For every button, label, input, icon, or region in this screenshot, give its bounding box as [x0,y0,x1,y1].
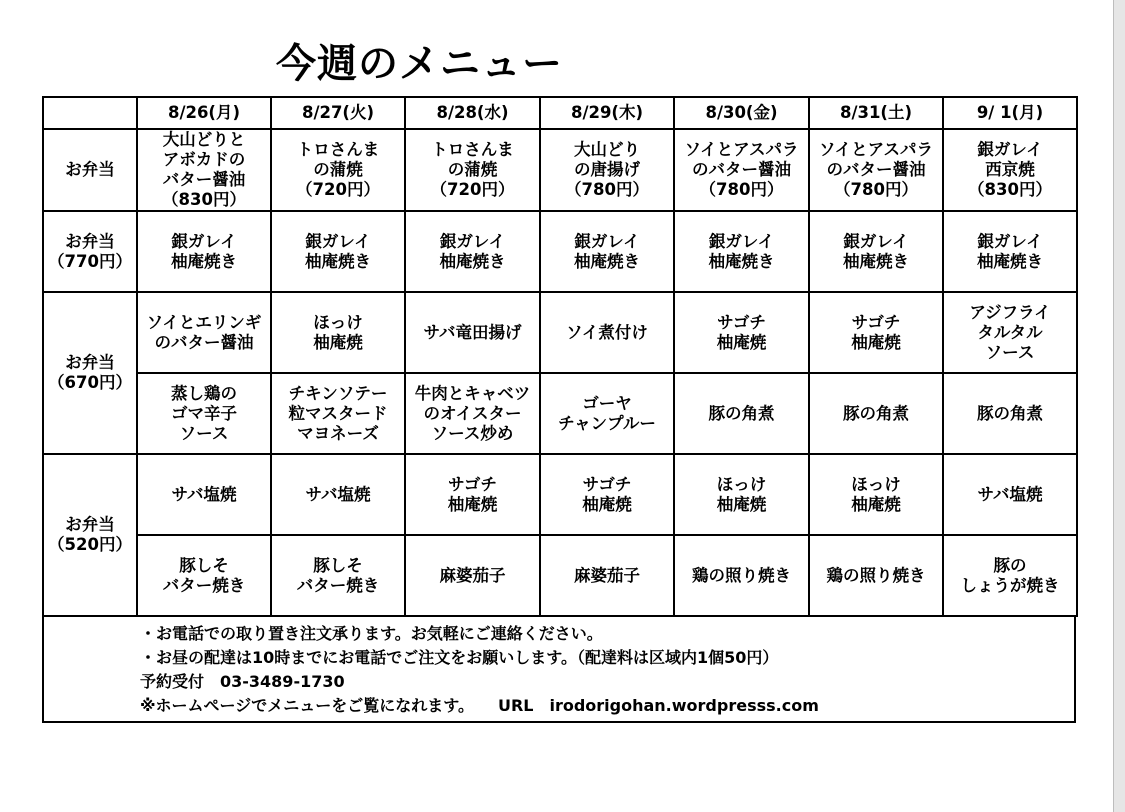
menu-cell: 豚しそ バター焼き [271,535,405,616]
menu-cell: サゴチ 柚庵焼 [674,292,809,373]
day-header: 9/ 1(月) [943,97,1077,129]
table-row [43,454,1077,535]
menu-cell: 豚の角煮 [809,373,943,454]
note-delivery: ・お昼の配達は10時までにお電話でご注文をお願いします。（配達料は区域内1個50円） [140,648,779,667]
weekly-menu-table [42,96,1078,617]
table-row [43,211,1077,292]
menu-cell: ゴーヤ チャンプルー [540,373,674,454]
page-title: 今週のメニュー [276,41,563,87]
menu-cell: サゴチ 柚庵焼 [405,454,540,535]
menu-cell: 麻婆茄子 [540,535,674,616]
menu-cell: 鶏の照り焼き [674,535,809,616]
menu-cell: 銀ガレイ 柚庵焼き [943,211,1077,292]
menu-cell: 銀ガレイ 西京焼 （830円） [943,129,1077,211]
row-label: お弁当 （670円） [43,292,137,454]
row-label: お弁当 （520円） [43,454,137,616]
menu-cell: ほっけ 柚庵焼 [674,454,809,535]
menu-cell: 蒸し鶏の ゴマ辛子 ソース [137,373,271,454]
day-header: 8/30(金) [674,97,809,129]
menu-cell: 豚の角煮 [674,373,809,454]
menu-cell: サバ塩焼 [943,454,1077,535]
menu-cell: サバ竜田揚げ [405,292,540,373]
notes-box [42,617,1076,723]
menu-cell: 銀ガレイ 柚庵焼き [809,211,943,292]
menu-cell: 銀ガレイ 柚庵焼き [271,211,405,292]
day-header: 8/27(火) [271,97,405,129]
table-row [43,292,1077,373]
day-header: 8/28(水) [405,97,540,129]
menu-cell: サバ塩焼 [271,454,405,535]
day-header: 8/26(月) [137,97,271,129]
menu-cell: 麻婆茄子 [405,535,540,616]
note-phone-order: ・お電話での取り置き注文承ります。お気軽にご連絡ください。 [140,624,603,643]
row-label: お弁当 （770円） [43,211,137,292]
viewer-scrollbar-gutter [1113,0,1125,812]
menu-cell: ソイとアスパラ のバター醤油 （780円） [674,129,809,211]
menu-cell: 大山どりと アボカドの バター醤油 （830円） [137,129,271,211]
menu-cell: サゴチ 柚庵焼 [540,454,674,535]
menu-cell: 鶏の照り焼き [809,535,943,616]
note-reservation-phone: 予約受付 03-3489-1730 [140,672,345,691]
menu-cell: ほっけ 柚庵焼 [809,454,943,535]
corner-cell [43,97,137,129]
header-row [43,97,1077,129]
menu-cell: 銀ガレイ 柚庵焼き [137,211,271,292]
menu-cell: 豚の しょうが焼き [943,535,1077,616]
menu-cell: 銀ガレイ 柚庵焼き [540,211,674,292]
table-row [43,535,1077,616]
menu-cell: ソイ煮付け [540,292,674,373]
menu-cell: チキンソテー 粒マスタード マヨネーズ [271,373,405,454]
menu-cell: 豚の角煮 [943,373,1077,454]
menu-cell: 牛肉とキャベツ のオイスター ソース炒め [405,373,540,454]
menu-cell: ほっけ 柚庵焼 [271,292,405,373]
menu-cell: 豚しそ バター焼き [137,535,271,616]
menu-cell: アジフライ タルタル ソース [943,292,1077,373]
day-header: 8/29(木) [540,97,674,129]
row-label: お弁当 [43,129,137,211]
table-row [43,373,1077,454]
table-row [43,129,1077,211]
menu-cell: トロさんま の蒲焼 （720円） [405,129,540,211]
note-website: ※ホームページでメニューをご覧になれます。 URL irodorigohan.wordpresss.com [140,696,819,715]
menu-cell: サバ塩焼 [137,454,271,535]
menu-cell: 銀ガレイ 柚庵焼き [674,211,809,292]
menu-cell: サゴチ 柚庵焼 [809,292,943,373]
menu-cell: ソイとアスパラ のバター醤油 （780円） [809,129,943,211]
day-header: 8/31(土) [809,97,943,129]
menu-cell: トロさんま の蒲焼 （720円） [271,129,405,211]
menu-cell: ソイとエリンギ のバター醤油 [137,292,271,373]
menu-cell: 大山どり の唐揚げ （780円） [540,129,674,211]
menu-cell: 銀ガレイ 柚庵焼き [405,211,540,292]
